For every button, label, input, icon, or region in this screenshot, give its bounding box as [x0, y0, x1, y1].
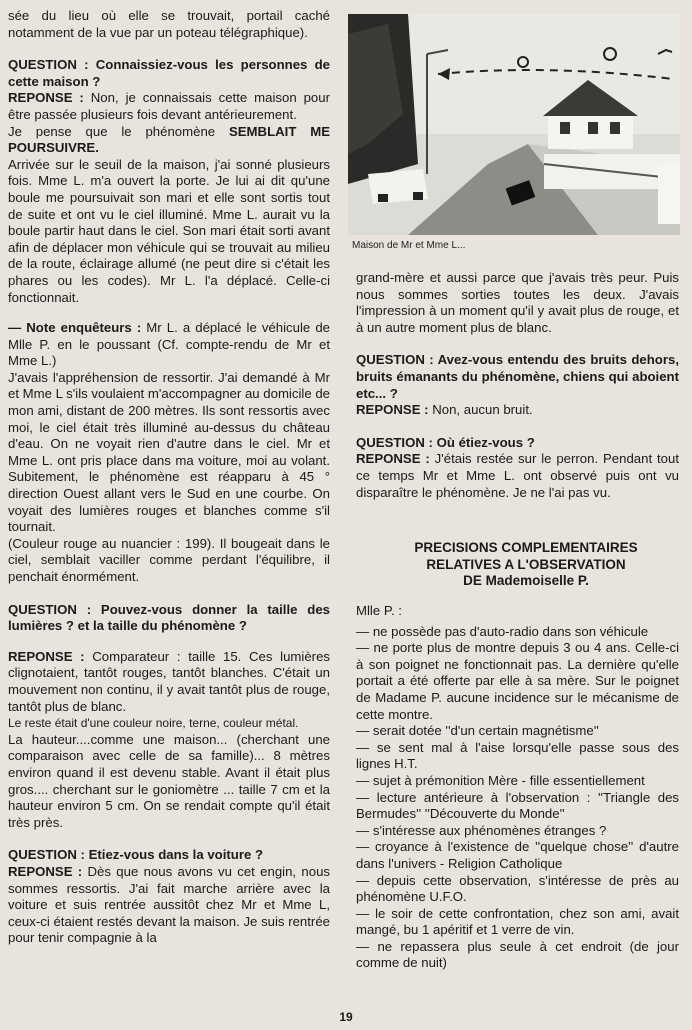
list-item: — ne repassera plus seule à cet endroit (de jour comme de nuit) [356, 938, 679, 971]
section-heading: PRECISIONS COMPLEMENTAIRES RELATIVES A L'OBSERVATION DE Mademoiselle P. [414, 540, 638, 588]
right-column-top [356, 270, 679, 501]
list-item: — s'intéresse aux phénomènes étranges ? [356, 822, 607, 838]
left-column [8, 8, 330, 947]
list-item: — ne possède pas d'auto-radio dans son véhicule [356, 623, 649, 639]
answer: REPONSE : Comparateur : taille 15. Ces lumières clignotaient, tantôt rouges, tantôt blanches. C'était un mouvement non continu, il y avait tantôt plus de rouge, tantôt plus de blanc. [8, 648, 330, 714]
answer: REPONSE : J'étais restée sur le perron. Pendant tout ce temps Mr et Mme L. ont observé puis ont vu disparaître le phénomène. Je ne l'ai pas vu. [356, 451, 680, 500]
investigator-note: — Note enquêteurs : Mr L. a déplacé le véhicule de Mlle P. en le poussant (Cf. compte-rendu de Mr et Mme L.) [8, 320, 330, 369]
list-item: — lecture antérieure à l'observation : ''Triangle des Bermudes'' ''Découverte du Monde'' [356, 789, 679, 822]
paragraph: Je pense que le phénomène SEMBLAIT ME POURSUIVRE. [8, 123, 330, 156]
paragraph: (Couleur rouge au nuancier : 199). Il bougeait dans le ciel, semblait vaciller comme perdant l'équilibre, il penchait énormément. [8, 535, 330, 584]
answer: REPONSE : Non, je connaissais cette maison pour être passée plusieurs fois devant antérieurement. [8, 90, 330, 122]
paragraph: Arrivée sur le seuil de la maison, j'ai sonné plusieurs fois. Mme L. m'a ouvert la porte. Je lui ai dit qu'une boule me poursuivait son mari et elle sont sortis tout de suite et ont vu le ciel illuminé. Mme L. aurait vu la boule partir haut dans le ciel. Son mari était sorti avant afin de déplacer mon véhicule qui se trouvait au milieu de la route, éclairage allumé (ne peut dire si c'était les phares ou les codes). Mr L. l'a déplacé. Celle-ci fonctionnait. [8, 156, 330, 305]
answer: REPONSE : Non, aucun bruit. [356, 402, 533, 418]
paragraph: Le reste était d'une couleur noire, terne, couleur métal. [8, 716, 299, 731]
right-column-bottom [356, 603, 679, 972]
page-number: 19 [339, 1010, 353, 1024]
question: QUESTION : Connaissiez-vous les personnes de cette maison ? [8, 57, 330, 89]
list-item: — croyance à l'existence de ''quelque chose'' d'autre dans l'univers - Religion Catholique [356, 839, 679, 871]
paragraph: sée du lieu où elle se trouvait, portail caché notamment de la vue par un poteau télégraphique). [8, 8, 330, 40]
list-item: — depuis cette observation, s'intéresse de près au phénomène U.F.O. [356, 872, 679, 905]
paragraph: J'avais l'appréhension de ressortir. J'ai demandé à Mr et Mme L s'ils voulaient m'accompagner au domicile de mon ami, distant de 200 mètres. Ils sont ressortis avec moi, le ciel était très illuminé au-dessus du château d'eau. On ne voyait rien d'autre dans le ciel. Mr et Mme L. ont pris place dans ma voiture, moi au volant. Subitement, le phénomène est réapparu à 45 ° direction Ouest allant vers le Sud en une courbe. On voyait des lumières rouges et blanches comme s'il tournait. [8, 369, 330, 535]
list-item: — se sent mal à l'aise lorsqu'elle passe sous des lignes H.T. [356, 739, 679, 772]
paragraph: grand-mère et aussi parce que j'avais très peur. Puis nous sommes sorties toutes les deux. J'avais l'impression à un moment qu'il y avait plus de rouge, et à un autre moment plus de blanc. [356, 270, 679, 335]
photo-caption: Maison de Mr et Mme L... [352, 240, 466, 251]
answer: REPONSE : Dès que nous avons vu cet engin, nous sommes ressortis. J'ai fait marche arrière avec la voiture et suis rentrée aussitôt chez Mr et Mme L, ceux-ci étaient restés devant la maison. Je suis rentrée pour tenir compagnie à la [8, 863, 330, 946]
list-intro: Mlle P. : [356, 603, 402, 618]
house-photo [348, 14, 680, 235]
question: QUESTION : Avez-vous entendu des bruits dehors, bruits émanants du phénomène, chiens qui aboient etc... ? [356, 352, 679, 401]
question: QUESTION : Pouvez-vous donner la taille des lumières ? et la taille du phénomène ? [8, 601, 330, 634]
question: QUESTION : Etiez-vous dans la voiture ? [8, 847, 264, 863]
list-item: — le soir de cette confrontation, chez son ami, avait mangé, bu 1 apéritif et 1 verre de vin. [356, 905, 679, 938]
list-item: — serait dotée ''d'un certain magnétisme'' [356, 723, 599, 739]
list-item: — ne porte plus de montre depuis 3 ou 4 ans. Celle-ci à son poignet ne fonctionnait pas. La dernière qu'elle portait a été offerte par elle à sa mère. Sur le poignet de Madame P. aucune incidence sur le mécanisme de cette montre. [356, 640, 679, 722]
list-item: — sujet à prémonition Mère - fille essentiellement [356, 772, 645, 788]
paragraph: La hauteur....comme une maison... (cherchant une comparaison avec celle de sa famille)... 8 mètres environ quand il est devenu stable. Avant il était plus gros.... cherchant sur le goniomètre ... taille 7 cm et la hauteur environ 5 cm. On se rendait compte qu'il était très près. [8, 731, 330, 830]
question: QUESTION : Où étiez-vous ? [356, 434, 535, 450]
